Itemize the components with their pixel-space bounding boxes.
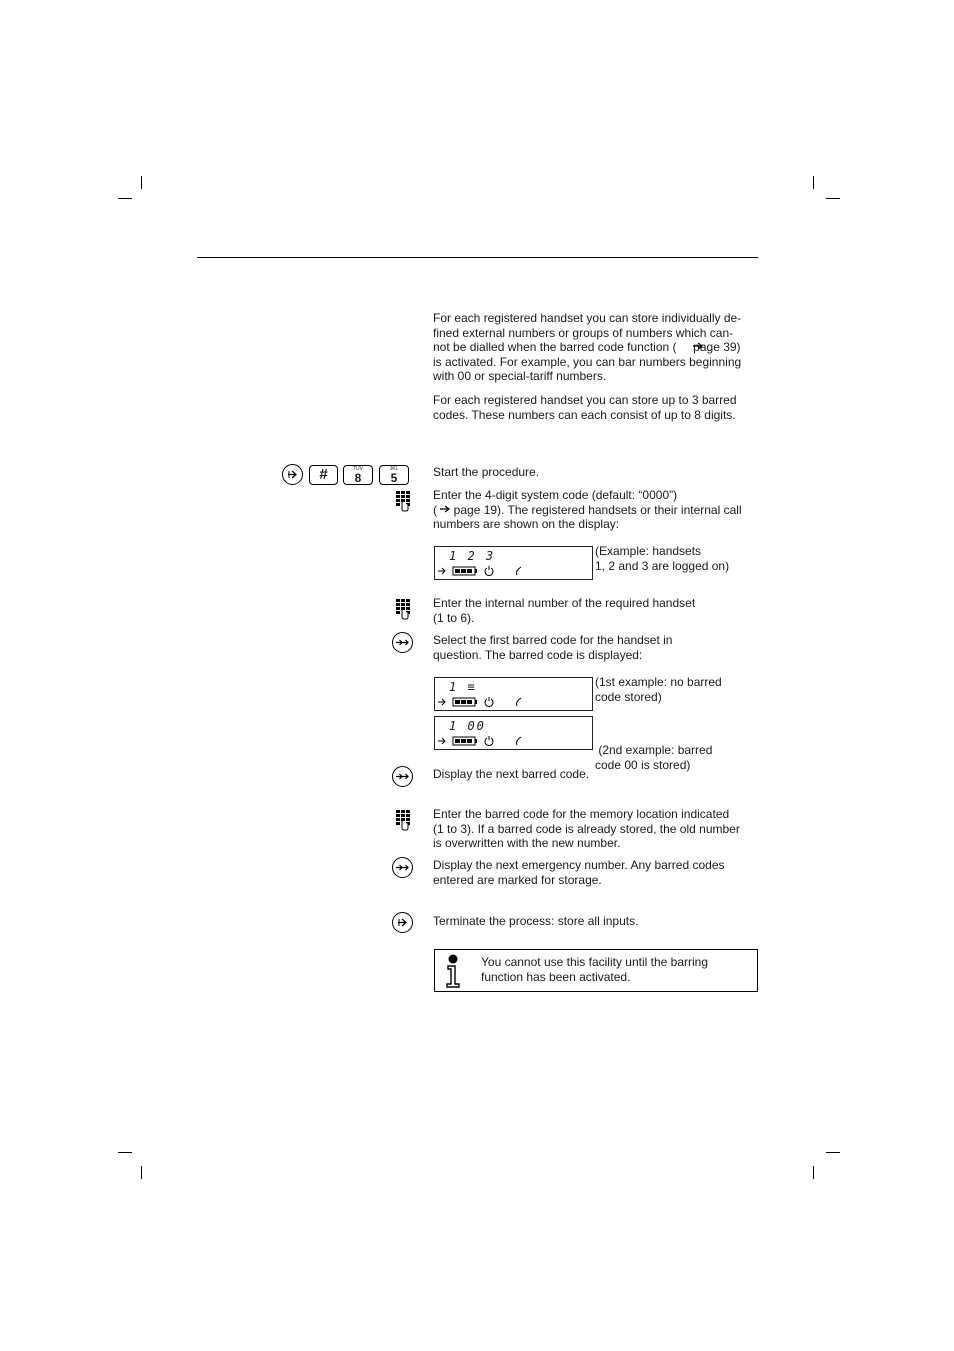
intro-paragraph-1: For each registered handset you can store individually de- fined external numbers or groups of numbers which can- not be dialled when the barred code function ( page 39) is activated. For example, you can bar numbers beginning with 00 or special-tariff numbers. bbox=[433, 311, 742, 384]
step-enter-code: Enter the barred code for the memory location indicated (1 to 3). If a barred code is already stored, the old number is overwritten with the new number. bbox=[433, 807, 740, 851]
crop-mark bbox=[141, 176, 142, 189]
scroll-key-icon bbox=[392, 632, 413, 653]
step-start: Start the procedure. bbox=[433, 465, 540, 479]
lcd-display-code-00: 1 00 bbox=[434, 716, 593, 750]
step-terminate: Terminate the process: store all inputs. bbox=[433, 914, 639, 928]
crop-mark bbox=[813, 1166, 814, 1179]
crop-mark bbox=[118, 198, 132, 199]
step-next-code: Display the next barred code. bbox=[433, 767, 590, 781]
keypad-icon bbox=[395, 490, 411, 512]
lcd-display-handsets: 1 2 3 bbox=[434, 546, 593, 580]
step-internal-number: Enter the internal number of the required handset (1 to 6). bbox=[433, 596, 696, 625]
lcd-status-icons bbox=[437, 696, 587, 708]
crop-mark bbox=[118, 1152, 132, 1153]
scroll-key-icon bbox=[392, 766, 413, 787]
display-caption-2: (1st example: no barred code stored) bbox=[595, 675, 722, 704]
crop-mark bbox=[826, 198, 840, 199]
display-caption-1: (Example: handsets 1, 2 and 3 are logged on) bbox=[595, 544, 730, 573]
step-next-emergency: Display the next emergency number. Any barred codes entered are marked for storage. bbox=[433, 858, 725, 887]
intro-paragraph-2: For each registered handset you can store up to 3 barred codes. These numbers can each consist of up to 8 digits. bbox=[433, 393, 737, 422]
step-select-first: Select the first barred code for the handset in question. The barred code is displayed: bbox=[433, 633, 673, 662]
arrow-ref-icon bbox=[439, 504, 451, 514]
menu-key-icon bbox=[282, 464, 303, 485]
lcd-display-no-code: 1 ≡ bbox=[434, 677, 593, 711]
note-text: You cannot use this facility until the barring function has been activated. bbox=[481, 955, 709, 984]
menu-key-icon bbox=[392, 912, 413, 933]
crop-mark bbox=[141, 1166, 142, 1179]
lcd-status-icons bbox=[437, 735, 587, 747]
key-8: TUV 8 bbox=[343, 465, 373, 485]
crop-mark bbox=[813, 176, 814, 189]
info-note bbox=[434, 949, 758, 992]
display-caption-3: (2nd example: barred code 00 is stored) bbox=[595, 743, 713, 772]
arrow-ref-icon bbox=[692, 341, 704, 351]
key-5: JKL 5 bbox=[379, 465, 409, 485]
hash-key: # bbox=[309, 465, 338, 485]
info-icon bbox=[444, 954, 462, 988]
keypad-icon bbox=[395, 598, 411, 620]
crop-mark bbox=[826, 1152, 840, 1153]
keypad-icon bbox=[395, 809, 411, 831]
lcd-status-icons bbox=[437, 565, 587, 577]
header-rule bbox=[197, 257, 758, 258]
step-system-code: Enter the 4-digit system code (default: “0000”) ( page 19). The registered handsets or their internal call numbers are shown on the display: bbox=[433, 488, 742, 532]
scroll-key-icon bbox=[392, 857, 413, 878]
